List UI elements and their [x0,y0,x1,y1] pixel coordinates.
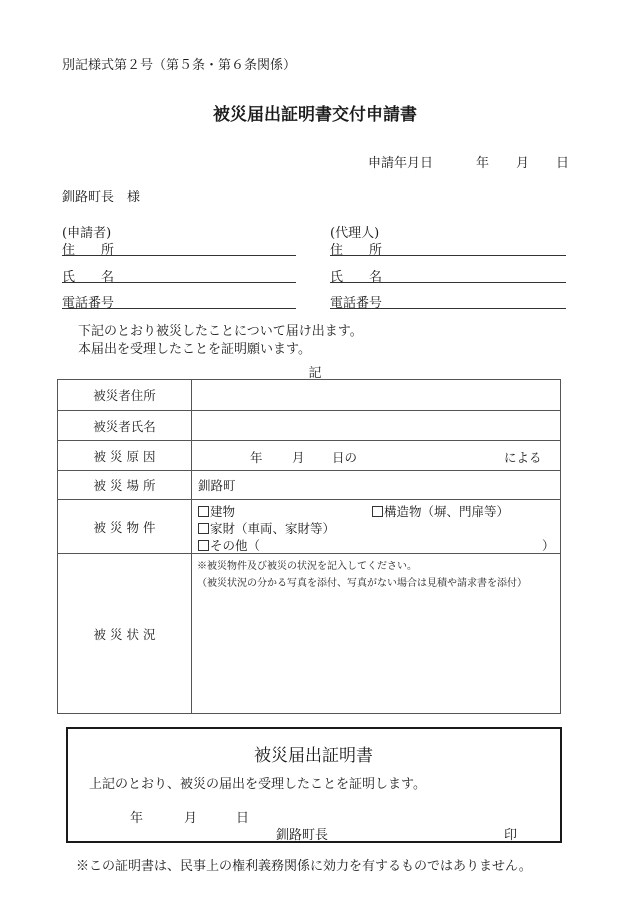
damage-location-value: 釧路町 [198,478,236,493]
table-row [58,500,561,554]
damage-status-field[interactable] [192,554,561,714]
certificate-text: 上記のとおり、被災の届出を受理したことを証明します。 [89,777,426,792]
page-title: 被災届出証明書交付申請書 [213,105,417,125]
form-reference: 別記様式第２号（第５条・第６条関係） [62,58,297,73]
damage-location-field[interactable] [192,471,561,500]
damage-location-label: 被 災 場 所 [58,471,192,500]
agent-address-field[interactable] [330,255,566,256]
table-row [58,411,561,441]
certificate-title: 被災届出証明書 [254,746,373,766]
checkbox-household[interactable] [198,523,209,534]
agent-heading: (代理人) [330,226,380,241]
applicant-phone-label: 電話番号 [62,296,115,311]
victim-name-label: 被災者氏名 [58,411,192,441]
certificate-year: 年 [130,811,144,826]
application-date-day[interactable]: 日 [556,156,570,171]
option-other-close: ） [542,538,555,553]
applicant-name-label: 氏 名 [62,270,115,285]
agent-name-field[interactable] [330,282,566,283]
damage-cause-field[interactable] [192,441,561,471]
applicant-heading: (申請者) [62,226,112,241]
option-household[interactable]: 家財（車両、家財等） [198,519,335,537]
statement-line-2: 本届出を受理したことを証明願います。 [78,342,311,357]
agent-name-label: 氏 名 [330,270,383,285]
agent-address-label: 住 所 [330,243,383,258]
table-row [58,471,561,500]
addressee: 釧路町長 様 [62,190,141,205]
checkbox-other[interactable] [198,540,209,551]
application-date-month[interactable]: 月 [516,156,530,171]
damage-status-label: 被 災 状 況 [58,554,192,714]
footer-note: ※この証明書は、民事上の権利義務関係に効力を有するものではありません。 [76,859,532,874]
agent-phone-field[interactable] [330,308,566,309]
table-row [58,554,561,714]
table-row [58,441,561,471]
option-structure[interactable]: 構造物（塀、門扉等） [372,502,509,520]
certificate-seal: 印 [504,828,518,843]
certificate-box [66,727,562,843]
application-date-label: 申請年月日 [368,156,434,171]
victim-name-field[interactable] [192,411,561,441]
damage-cause-label: 被 災 原 因 [58,441,192,471]
applicant-phone-field[interactable] [62,308,296,309]
damage-status-note-1: ※被災物件及び被災の状況を記入してください。 [197,561,417,572]
table-row [58,380,561,411]
option-other[interactable]: その他（ [198,536,260,554]
victim-address-field[interactable] [192,380,561,411]
cause-by: による [504,450,542,465]
cause-day-of: 日の [332,450,358,465]
damaged-property-field [192,500,561,554]
cause-month: 月 [292,450,305,465]
damage-details-table [57,379,561,714]
damaged-property-label: 被 災 物 件 [58,500,192,554]
applicant-name-field[interactable] [62,282,296,283]
cause-year: 年 [250,450,263,465]
certificate-day: 日 [236,811,250,826]
applicant-address-field[interactable] [62,255,296,256]
damage-status-note-2: （被災状況の分かる写真を添付、写真がない場合は見積や請求書を添付） [197,578,527,589]
statement-line-1: 下記のとおり被災したことについて届け出ます。 [78,324,363,339]
agent-phone-label: 電話番号 [330,296,383,311]
application-date-year[interactable]: 年 [476,156,490,171]
applicant-address-label: 住 所 [62,243,115,258]
ki-heading: 記 [308,366,322,381]
checkbox-structure[interactable] [372,506,383,517]
option-building[interactable]: 建物 [198,502,235,520]
checkbox-building[interactable] [198,506,209,517]
certificate-mayor: 釧路町長 [276,828,329,843]
certificate-month: 月 [184,811,198,826]
victim-address-label: 被災者住所 [58,380,192,411]
